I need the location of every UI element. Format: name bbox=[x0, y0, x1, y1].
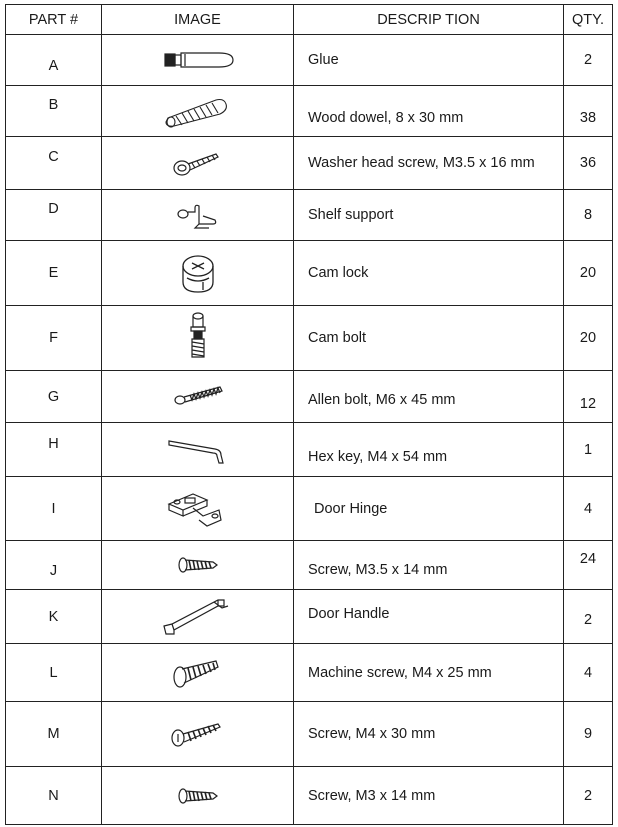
part-letter: N bbox=[6, 767, 102, 825]
part-description: Door Hinge bbox=[294, 477, 564, 541]
door-handle-icon bbox=[158, 594, 238, 640]
table-row bbox=[6, 477, 613, 541]
part-letter: E bbox=[6, 241, 102, 306]
part-quantity: 24 bbox=[564, 541, 613, 590]
table-row bbox=[6, 137, 613, 190]
part-quantity: 8 bbox=[564, 190, 613, 241]
part-letter: H bbox=[6, 423, 102, 477]
table-row bbox=[6, 702, 613, 767]
part-quantity: 2 bbox=[564, 767, 613, 825]
allen-bolt-icon bbox=[168, 382, 228, 412]
part-description: Wood dowel, 8 x 30 mm bbox=[294, 86, 564, 137]
part-letter: B bbox=[6, 86, 102, 137]
table-row bbox=[6, 371, 613, 423]
part-description: Screw, M3.5 x 14 mm bbox=[294, 541, 564, 590]
part-letter: I bbox=[6, 477, 102, 541]
part-description: Machine screw, M4 x 25 mm bbox=[294, 644, 564, 702]
glue-bottle-icon bbox=[153, 45, 243, 75]
part-description: Screw, M4 x 30 mm bbox=[294, 702, 564, 767]
table-row bbox=[6, 423, 613, 477]
part-letter: F bbox=[6, 306, 102, 371]
part-letter: D bbox=[6, 190, 102, 241]
part-quantity: 4 bbox=[564, 477, 613, 541]
part-description: Hex key, M4 x 54 mm bbox=[294, 423, 564, 477]
part-letter: K bbox=[6, 590, 102, 644]
part-quantity: 20 bbox=[564, 306, 613, 371]
part-quantity: 36 bbox=[564, 137, 613, 190]
table-row bbox=[6, 86, 613, 137]
table-row bbox=[6, 241, 613, 306]
header-row bbox=[6, 5, 613, 35]
part-letter: A bbox=[6, 35, 102, 86]
header-part: PART # bbox=[6, 5, 102, 35]
part-letter: J bbox=[6, 541, 102, 590]
part-description: Washer head screw, M3.5 x 16 mm bbox=[294, 137, 564, 190]
part-letter: G bbox=[6, 371, 102, 423]
cam-lock-icon bbox=[173, 248, 223, 298]
short-screw-icon bbox=[173, 552, 223, 578]
short-screw-icon bbox=[173, 783, 223, 809]
table-row bbox=[6, 190, 613, 241]
part-quantity: 20 bbox=[564, 241, 613, 306]
header-qty: QTY. bbox=[564, 5, 613, 35]
wood-dowel-icon bbox=[158, 94, 238, 128]
part-quantity: 2 bbox=[564, 35, 613, 86]
header-description: DESCRIP TION bbox=[294, 5, 564, 35]
part-description: Screw, M3 x 14 mm bbox=[294, 767, 564, 825]
part-letter: C bbox=[6, 137, 102, 190]
table-row bbox=[6, 644, 613, 702]
part-quantity: 4 bbox=[564, 644, 613, 702]
part-quantity: 12 bbox=[564, 371, 613, 423]
header-image: IMAGE bbox=[102, 5, 294, 35]
cam-bolt-icon bbox=[183, 311, 213, 365]
table-row bbox=[6, 306, 613, 371]
washer-head-screw-icon bbox=[168, 146, 228, 180]
hex-key-icon bbox=[163, 433, 233, 467]
part-description: Allen bolt, M6 x 45 mm bbox=[294, 371, 564, 423]
part-letter: L bbox=[6, 644, 102, 702]
part-letter: M bbox=[6, 702, 102, 767]
shelf-support-icon bbox=[173, 198, 223, 232]
table-row bbox=[6, 767, 613, 825]
part-description: Shelf support bbox=[294, 190, 564, 241]
part-description: Glue bbox=[294, 35, 564, 86]
part-description: Cam lock bbox=[294, 241, 564, 306]
part-quantity: 9 bbox=[564, 702, 613, 767]
machine-screw-icon bbox=[168, 655, 228, 691]
door-hinge-icon bbox=[163, 486, 233, 532]
part-description: Door Handle bbox=[294, 590, 564, 644]
part-description: Cam bolt bbox=[294, 306, 564, 371]
long-screw-icon bbox=[168, 716, 228, 752]
table-row bbox=[6, 590, 613, 644]
table-row bbox=[6, 35, 613, 86]
table-row bbox=[6, 541, 613, 590]
part-quantity: 38 bbox=[564, 86, 613, 137]
part-quantity: 1 bbox=[564, 423, 613, 477]
part-quantity: 2 bbox=[564, 590, 613, 644]
parts-table bbox=[5, 4, 613, 825]
